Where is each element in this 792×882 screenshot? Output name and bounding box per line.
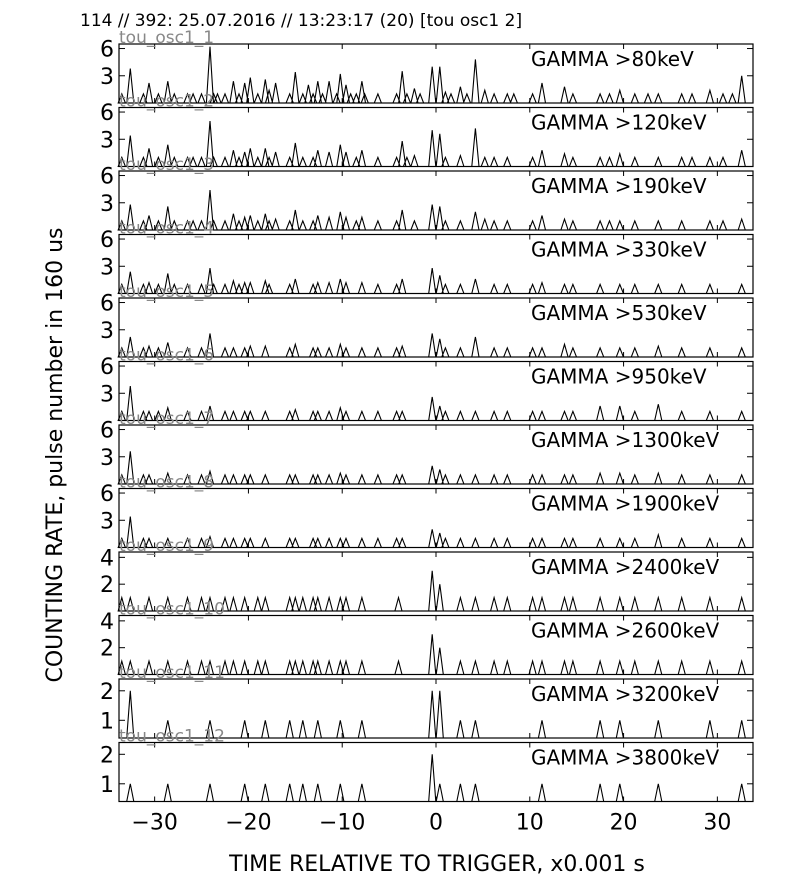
y-tick-label: 6 [100, 291, 114, 317]
channel-label: tou_osc1_7 [119, 409, 215, 429]
y-tick-label: 3 [100, 255, 114, 281]
x-tick-label: 10 [515, 810, 544, 836]
y-tick-label: 4 [100, 609, 114, 635]
x-tick-label: 0 [429, 810, 443, 836]
y-tick-label: 3 [100, 128, 114, 154]
y-tick-label: 6 [100, 101, 114, 127]
y-tick-label: 3 [100, 64, 114, 90]
channel-label: tou_osc1_12 [119, 726, 225, 747]
panel-label: GAMMA >2400keV [531, 555, 720, 579]
channel-label: tou_osc1_11 [119, 663, 225, 683]
y-tick-label: 3 [100, 509, 114, 535]
channel-label: tou_osc1_9 [119, 536, 215, 556]
y-tick-label: 2 [100, 636, 114, 662]
x-tick-label: −10 [318, 810, 366, 836]
channel-label: tou_osc1_1 [119, 28, 215, 48]
y-tick-label: 3 [100, 382, 114, 408]
channel-label: tou_osc1_2 [119, 91, 215, 112]
y-axis-label: COUNTING RATE, pulse number in 160 us [43, 227, 68, 683]
y-tick-label: 6 [100, 482, 114, 508]
y-tick-label: 2 [100, 679, 114, 705]
panel-label: GAMMA >1300keV [531, 428, 720, 452]
panel-label: GAMMA >950keV [531, 364, 707, 389]
channel-label: tou_osc1_3 [119, 155, 215, 175]
panel-stack [100, 28, 753, 802]
panel-label: GAMMA >3200keV [531, 682, 720, 706]
y-tick-label: 2 [100, 743, 114, 769]
x-tick-label: 20 [609, 810, 638, 836]
y-tick-label: 6 [100, 164, 114, 190]
panel-label: GAMMA >120keV [531, 110, 707, 135]
y-tick-label: 6 [100, 418, 114, 444]
x-axis-label: TIME RELATIVE TO TRIGGER, x0.001 s [229, 852, 645, 877]
x-tick-label: −30 [131, 810, 178, 836]
x-tick-label: 30 [703, 810, 732, 836]
channel-label: tou_osc1_4 [119, 218, 215, 239]
y-tick-label: 6 [100, 355, 114, 381]
panel-label: GAMMA >2600keV [531, 618, 720, 643]
panel-label: GAMMA >80keV [531, 47, 694, 71]
channel-label: tou_osc1_10 [119, 599, 225, 620]
y-tick-label: 4 [100, 546, 114, 572]
channel-label: tou_osc1_5 [119, 282, 215, 302]
y-tick-label: 3 [100, 318, 114, 344]
x-tick-label: −20 [225, 810, 272, 836]
panel-label: GAMMA >1900keV [531, 491, 720, 516]
panel-label: GAMMA >190keV [531, 174, 707, 198]
channel-label: tou_osc1_6 [119, 345, 215, 366]
panel-label: GAMMA >530keV [531, 301, 707, 325]
y-tick-label: 3 [100, 445, 114, 471]
y-tick-label: 6 [100, 228, 114, 254]
figure-title: 114 // 392: 25.07.2016 // 13:23:17 (20) [tou osc1 2] [80, 11, 523, 31]
panel-label: GAMMA >330keV [531, 237, 707, 262]
y-tick-label: 1 [100, 772, 114, 798]
channel-label: tou_osc1_8 [119, 472, 215, 493]
y-tick-label: 2 [100, 573, 114, 599]
y-tick-label: 1 [100, 709, 114, 735]
x-axis [131, 811, 731, 836]
y-tick-label: 3 [100, 191, 114, 217]
panel-label: GAMMA >3800keV [531, 745, 720, 770]
y-tick-label: 6 [100, 37, 114, 63]
